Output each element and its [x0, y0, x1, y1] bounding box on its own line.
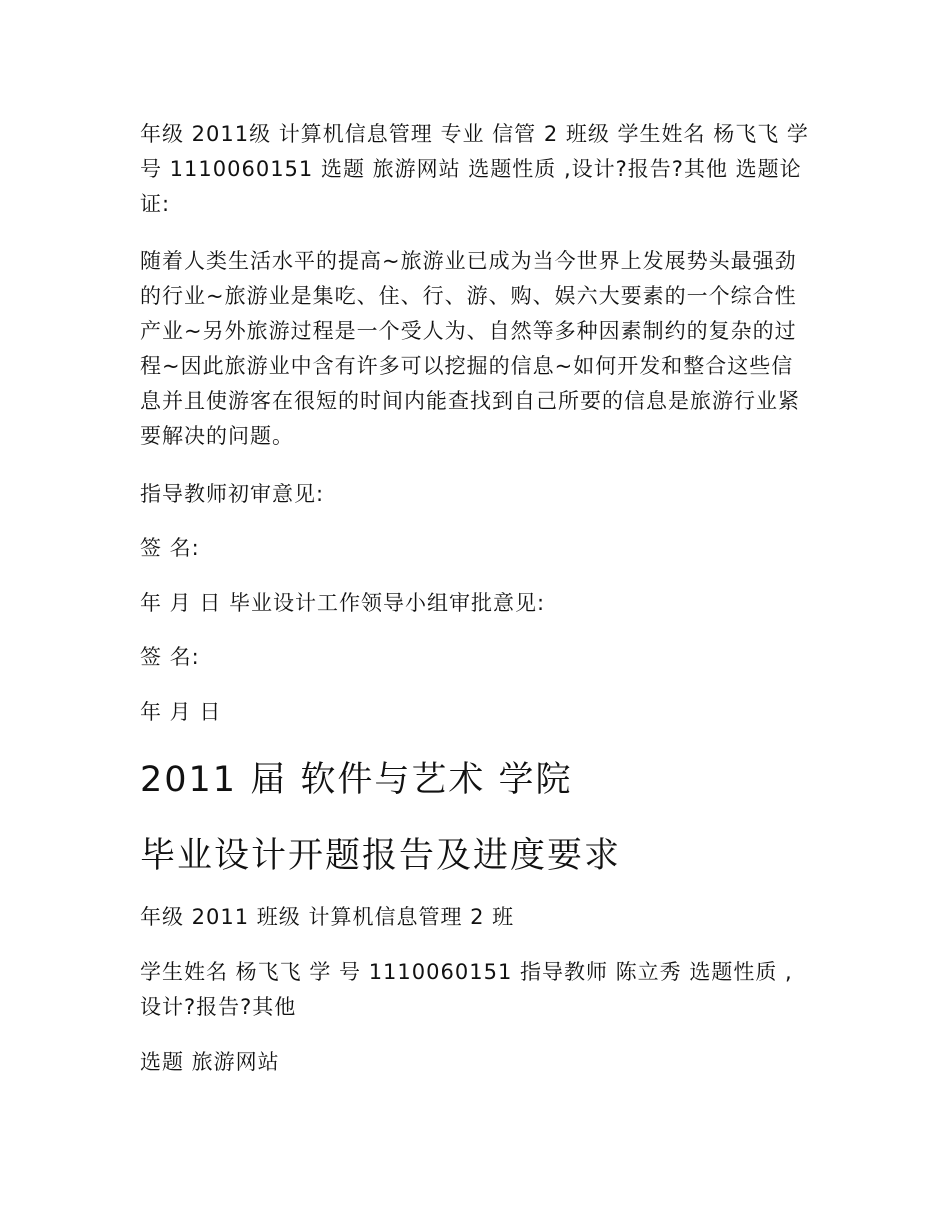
signature-label-2: 签 名: — [140, 645, 200, 669]
intro-paragraph: 年级 2011级 计算机信息管理 专业 信管 2 班级 学生姓名 杨飞飞 学 号 1110060151 选题 旅游网站 选题性质 ,设计?报告?其他 选题论证: — [140, 122, 809, 216]
grade-class-line: 年级 2011 班级 计算机信息管理 2 班 — [140, 905, 515, 929]
advisor-opinion-label: 指导教师初审意见: — [140, 482, 325, 506]
heading-college: 2011 届 软件与艺术 学院 — [140, 760, 573, 800]
argument-paragraph: 随着人类生活水平的提高~旅游业已成为当今世界上发展势头最强劲的行业~旅游业是集吃、住、行、游、购、娱六大要素的一个综合性产业~另外旅游过程是一个受人为、自然等多种因素制约的复杂的过程~因此旅游业中含有许多可以挖掘的信息~如何开发和整合这些信息并且使游客在很短的时间内能查找到自己所要的信息是旅游行业紧要解决的问题。 — [140, 249, 800, 448]
student-info-line: 学生姓名 杨飞飞 学 号 1110060151 指导教师 陈立秀 选题性质 ,设计?报告?其他 — [140, 960, 793, 1019]
topic-line: 选题 旅游网站 — [140, 1050, 280, 1074]
signature-label-1: 签 名: — [140, 536, 200, 560]
date-and-committee-line: 年 月 日 毕业设计工作领导小组审批意见: — [140, 591, 546, 615]
date-line-2: 年 月 日 — [140, 700, 222, 724]
heading-title: 毕业设计开题报告及进度要求 — [140, 836, 622, 876]
